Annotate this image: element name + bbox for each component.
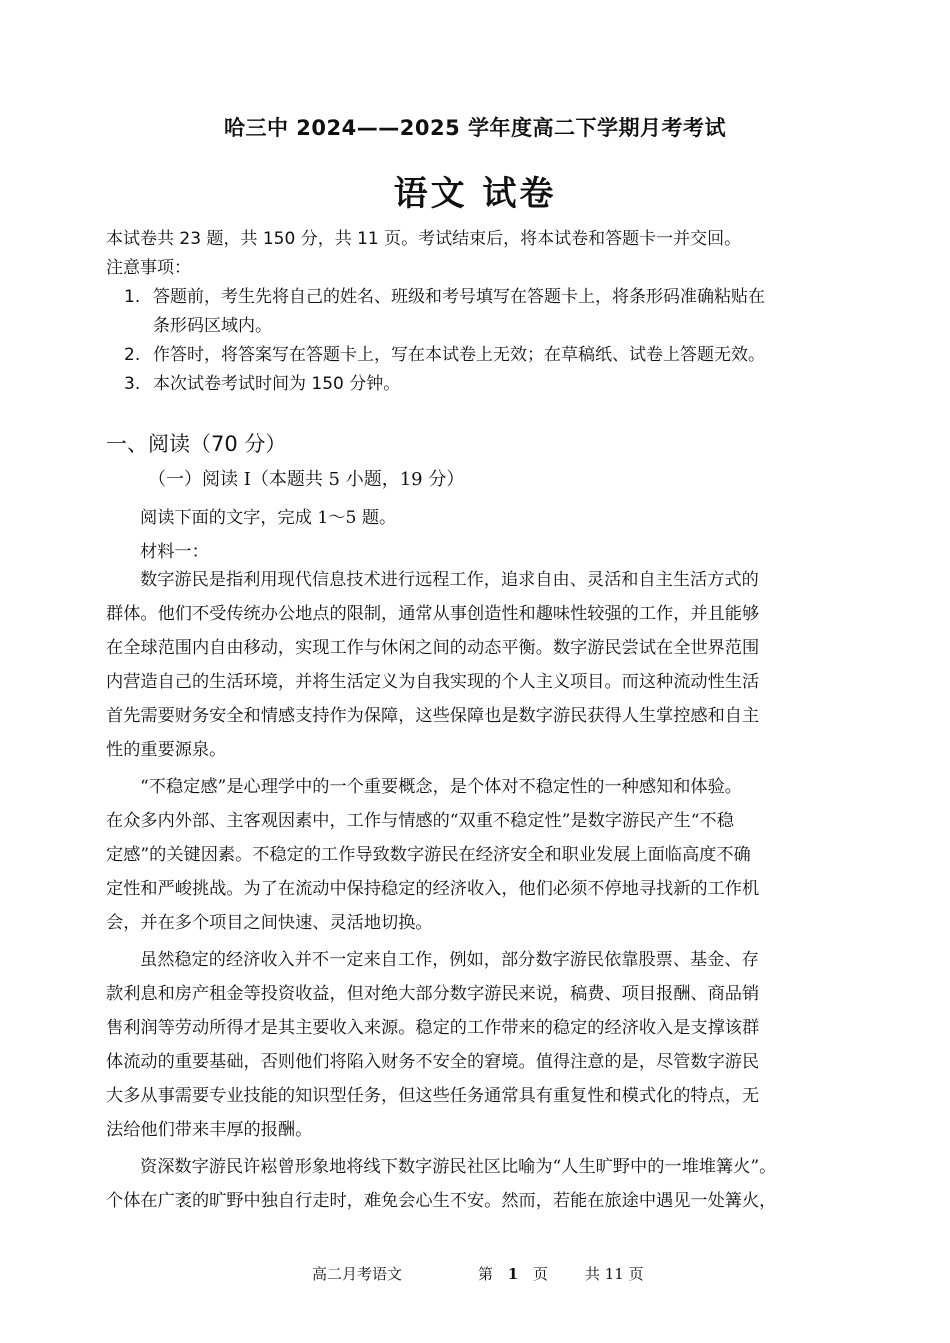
note-number: 2. <box>124 345 141 365</box>
section-subheading: （一）阅读 I（本题共 5 小题，19 分） <box>148 469 465 490</box>
paragraph-line: 资深数字游民许崧曾形象地将线下数字游民社区比喻为“人生旷野中的一堆堆篝火”。 <box>140 1157 777 1177</box>
paragraph-line: 法给他们带来丰厚的报酬。 <box>106 1120 313 1140</box>
paragraph-line: 大多从事需要专业技能的知识型任务，但这些任务通常具有重复性和模式化的特点，无 <box>106 1086 760 1106</box>
note-line: 答题前，考生先将自己的姓名、班级和考号填写在答题卡上，将条形码准确粘贴在 <box>153 287 765 307</box>
footer-course: 高二月考语文 <box>312 1265 403 1283</box>
paragraph-line: 首先需要财务安全和情感支持作为保障，这些保障也是数字游民获得人生掌控感和自主 <box>106 706 760 726</box>
footer-page-suffix: 页 <box>533 1265 549 1283</box>
exam-title: 哈三中 2024——2025 学年度高二下学期月考考试 <box>223 116 726 140</box>
paragraph-line: 定感”的关键因素。不稳定的工作导致数字游民在经济安全和职业发展上面临高度不确 <box>106 845 751 865</box>
footer-page-number: 1 <box>507 1265 519 1283</box>
notes-label: 注意事项： <box>106 258 191 278</box>
paragraph-line: 会，并在多个项目之间快速、灵活地切换。 <box>106 913 433 933</box>
paragraph-line: 款利息和房产租金等投资收益，但对绝大部分数字游民来说，稿费、项目报酬、商品销 <box>106 984 760 1004</box>
paragraph-line: 在全球范围内自由移动，实现工作与休闲之间的动态平衡。数字游民尝试在全世界范围 <box>106 638 760 658</box>
paragraph-line: 群体。他们不受传统办公地点的限制，通常从事创造性和趣味性较强的工作，并且能够 <box>106 604 760 624</box>
note-number: 1. <box>124 287 141 307</box>
exam-summary: 本试卷共 23 题，共 150 分，共 11 页。考试结束后，将本试卷和答题卡一并交回。 <box>106 229 742 249</box>
paragraph-line: 性的重要源泉。 <box>106 740 227 760</box>
paragraph-line: 体流动的重要基础，否则他们将陷入财务不安全的窘境。值得注意的是，尽管数字游民 <box>106 1052 760 1072</box>
note-line: 条形码区域内。 <box>153 316 272 336</box>
section-instruction: 阅读下面的文字，完成 1～5 题。 <box>140 508 397 528</box>
paragraph-line: 在众多内外部、主客观因素中，工作与情感的“双重不稳定性”是数字游民产生“不稳 <box>106 811 734 831</box>
paragraph-line: 数字游民是指利用现代信息技术进行远程工作，追求自由、灵活和自主生活方式的 <box>140 570 759 590</box>
note-number: 3. <box>124 374 141 394</box>
material-label: 材料一： <box>140 542 209 562</box>
paragraph-line: “不稳定感”是心理学中的一个重要概念，是个体对不稳定性的一种感知和体验。 <box>140 777 742 797</box>
section-heading: 一、阅读（70 分） <box>106 432 287 456</box>
paragraph-line: 定性和严峻挑战。为了在流动中保持稳定的经济收入，他们必须不停地寻找新的工作机 <box>106 879 760 899</box>
paragraph-line: 虽然稳定的经济收入并不一定来自工作，例如，部分数字游民依靠股票、基金、存 <box>140 950 759 970</box>
note-line: 本次试卷考试时间为 150 分钟。 <box>153 374 401 394</box>
footer-page <box>478 1263 548 1284</box>
exam-subtitle: 语文 试卷 <box>393 174 557 214</box>
footer-total: 共 11 页 <box>585 1265 644 1283</box>
paragraph-line: 个体在广袤的旷野中独自行走时，难免会心生不安。然而，若能在旅途中遇见一处篝火， <box>106 1191 777 1211</box>
paragraph-line: 内营造自己的生活环境，并将生活定义为自我实现的个人主义项目。而这种流动性生活 <box>106 672 760 692</box>
paragraph-line: 售利润等劳动所得才是其主要收入来源。稳定的工作带来的稳定的经济收入是支撑该群 <box>106 1018 760 1038</box>
note-line: 作答时，将答案写在答题卡上，写在本试卷上无效；在草稿纸、试卷上答题无效。 <box>153 345 765 365</box>
footer-page-prefix: 第 <box>478 1265 494 1283</box>
